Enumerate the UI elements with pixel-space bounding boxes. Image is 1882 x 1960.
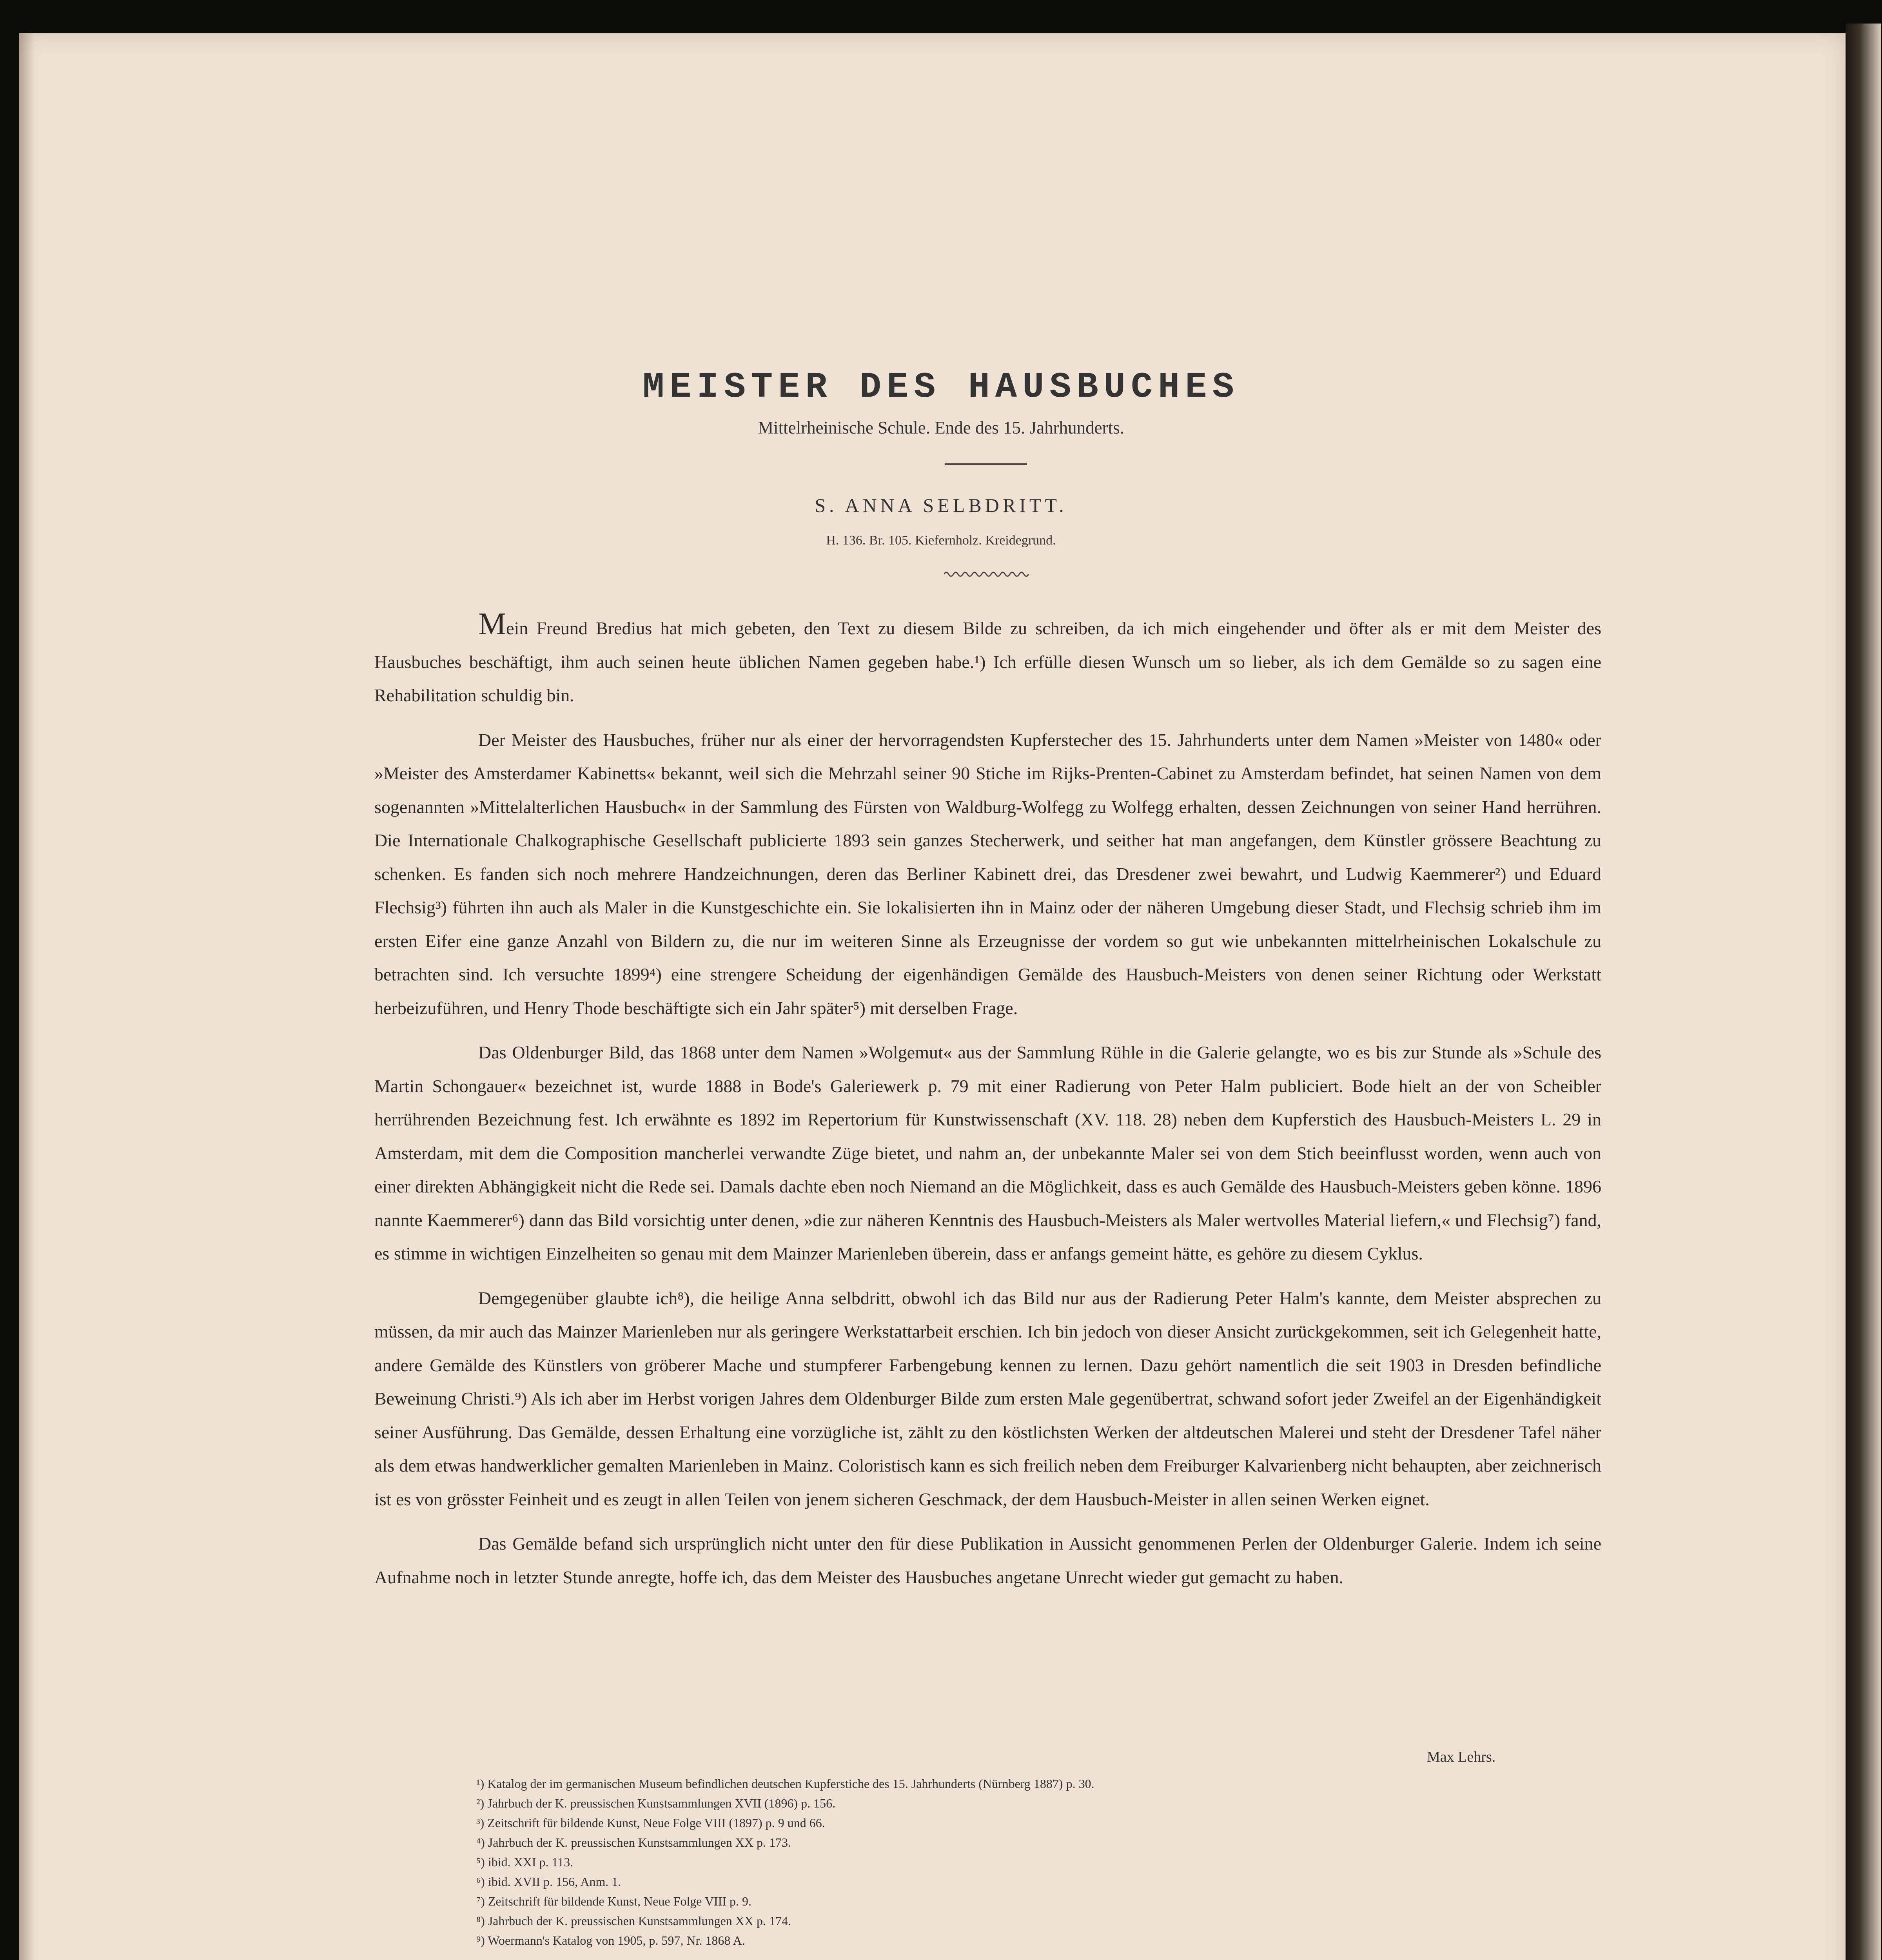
footnote: ⁸) Jahrbuch der K. preussischen Kunstsammlungen XX p. 174. bbox=[476, 1914, 791, 1928]
drop-cap: M bbox=[478, 607, 506, 641]
footnote: ²) Jahrbuch der K. preussischen Kunstsammlungen XVII (1896) p. 156. bbox=[476, 1796, 836, 1810]
footnote: ⁷) Zeitschrift für bildende Kunst, Neue Folge VIII p. 9. bbox=[476, 1894, 751, 1908]
paragraph-4: Demgegenüber glaubte ich⁸), die heilige Anna selbdritt, obwohl ich das Bild nur aus der Radierung Peter Halm's kannte, dem Meister absprechen zu müssen, da mir auch das Mainzer Marienleben nur als geringere Werkstattarbeit erschien. Ich bin jedoch von dieser Ansicht zurückgekommen, seit ich Gelegenheit hatte, andere Gemälde des Künstlers von gröberer Mache und stumpferer Farbengebung kennen zu lernen. Dazu gehört namentlich die seit 1903 in Dresden befindliche Beweinung Christi.⁹) Als ich aber im Herbst vorigen Jahres dem Oldenburger Bilde zum ersten Male gegenübertrat, schwand sofort jeder Zweifel an der Eigenhändigkeit seiner Ausführung. Das Gemälde, dessen Erhaltung eine vorzügliche ist, zählt zu den köstlichsten Werken der altdeutschen Malerei und steht der Dresdener Tafel näher als dem etwas handwerklicher gemalten Marienleben in Mainz. Coloristisch kann es sich freilich neben dem Freiburger Kalvarienberg nicht behaupten, aber zeichnerisch ist es von grösster Feinheit und es zeugt in allen Teilen von jenem sicheren Geschmack, der dem Hausbuch-Meister in allen seinen Werken eignet. bbox=[374, 1288, 1601, 1509]
page-gutter-shadow bbox=[19, 33, 34, 1960]
page-title: MEISTER DES HAUSBUCHES bbox=[642, 367, 1240, 408]
footnote: ⁶) ibid. XVII p. 156, Anm. 1. bbox=[476, 1875, 621, 1889]
footnote: ⁹) Woermann's Katalog von 1905, p. 597, Nr. 1868 A. bbox=[476, 1933, 745, 1947]
paragraph-3: Das Oldenburger Bild, das 1868 unter dem Namen »Wolgemut« aus der Sammlung Rühle in die Galerie gelangte, wo es bis zur Stunde als »Schule des Martin Schongauer« bezeichnet ist, wurde 1888 in Bode's Galeriewerk p. 79 mit einer Radierung von Peter Halm publiciert. Bode hielt an der von Scheibler herrührenden Bezeichnung fest. Ich erwähnte es 1892 im Repertorium für Kunstwissenschaft (XV. 118. 28) neben dem Kupferstich des Hausbuch-Meisters L. 29 in Amsterdam, mit dem die Composition mancherlei verwandte Züge bietet, und nahm an, der unbekannte Maler sei von dem Stich beeinflusst worden, wenn auch von einer direkten Abhängigkeit nicht die Rede sei. Damals dachte eben noch Niemand an die Möglichkeit, dass es auch Gemälde des Hausbuch-Meisters geben könne. 1896 nannte Kaemmerer⁶) dann das Bild vorsichtig unter denen, »die zur näheren Kenntnis des Hausbuch-Meisters als Maler wertvolles Material liefern,« und Flechsig⁷) fand, es stimme in wichtigen Einzelheiten so genau mit dem Mainzer Marienleben überein, dass er anfangs gemeint hätte, es gehöre zu diesem Cyklus. bbox=[374, 1042, 1601, 1263]
paragraph-1 bbox=[374, 607, 1601, 712]
footnote: ¹) Katalog der im germanischen Museum befindlichen deutschen Kupferstiche des 15. Jahrhunderts (Nürnberg 1887) p. 30. bbox=[476, 1777, 1094, 1791]
page-subtitle: Mittelrheinische Schule. Ende des 15. Jahrhunderts. bbox=[758, 418, 1124, 437]
footnote: ⁵) ibid. XXI p. 113. bbox=[476, 1855, 573, 1869]
footnote: ³) Zeitschrift für bildende Kunst, Neue Folge VIII (1897) p. 9 und 66. bbox=[476, 1816, 825, 1830]
paragraph-2: Der Meister des Hausbuches, früher nur als einer der hervorragendsten Kupferstecher des 15. Jahrhunderts unter dem Namen »Meister von 1480« oder »Meister des Amsterdamer Kabinetts« bekannt, weil sich die Mehrzahl seiner 90 Stiche im Rijks-Prenten-Cabinet zu Amsterdam befindet, hat seinen Namen von dem sogenannten »Mittelalterlichen Hausbuch« in der Sammlung des Fürsten von Waldburg-Wolfegg zu Wolfegg erhalten, dessen Zeichnungen von seiner Hand herrühren. Die Internationale Chalkographische Gesellschaft publicierte 1893 sein ganzes Stecherwerk, und seither hat man angefangen, dem Künstler grössere Beachtung zu schenken. Es fanden sich noch mehrere Handzeichnungen, deren das Berliner Kabinett drei, das Dresdener zwei bewahrt, und Ludwig Kaemmerer²) und Eduard Flechsig³) führten ihn auch als Maler in die Kunstgeschichte ein. Sie lokalisierten ihn in Mainz oder der näheren Umgebung dieser Stadt, und Flechsig schrieb ihm im ersten Eifer eine ganze Anzahl von Bildern zu, die nur im weiteren Sinne als Erzeugnisse der vordem so gut wie unbekannten mittelrheinischen Lokalschule zu betrachten sind. Ich versuchte 1899⁴) eine strengere Scheidung der eigenhändigen Gemälde des Hausbuch-Meisters von denen seiner Richtung oder Werkstatt herbeizuführen, und Henry Thode beschäftigte sich ein Jahr später⁵) mit derselben Frage. bbox=[374, 730, 1601, 1018]
article-body bbox=[374, 607, 1601, 1594]
author-signature: Max Lehrs. bbox=[1427, 1749, 1496, 1765]
title-divider bbox=[945, 463, 1027, 465]
footnotes bbox=[476, 1774, 1535, 1950]
next-page-edge bbox=[1846, 24, 1881, 1960]
paragraph-5: Das Gemälde befand sich ursprünglich nicht unter den für diese Publikation in Aussicht genommenen Perlen der Oldenburger Galerie. Indem ich seine Aufnahme noch in letzter Stunde anregte, hoffe ich, das dem Meister des Hausbuches angetane Unrecht wieder gut gemacht zu haben. bbox=[374, 1534, 1601, 1587]
ornament-divider bbox=[944, 568, 1030, 580]
painting-meta: H. 136. Br. 105. Kiefernholz. Kreidegrund. bbox=[826, 533, 1056, 548]
footnote: ⁴) Jahrbuch der K. preussischen Kunstsammlungen XX p. 173. bbox=[476, 1835, 791, 1849]
paragraph-1-text: ein Freund Bredius hat mich gebeten, den Text zu diesem Bilde zu schreiben, da ich mich eingehender und öfter als er mit dem Meister des Hausbuches beschäftigt, ihm auch seinen heute üblichen Namen gegeben habe.¹) Ich erfülle diesen Wunsch um so lieber, als ich dem Gemälde so zu sagen eine Rehabilitation schuldig bin. bbox=[374, 618, 1601, 705]
painting-title: S. ANNA SELBDRITT. bbox=[815, 494, 1067, 516]
